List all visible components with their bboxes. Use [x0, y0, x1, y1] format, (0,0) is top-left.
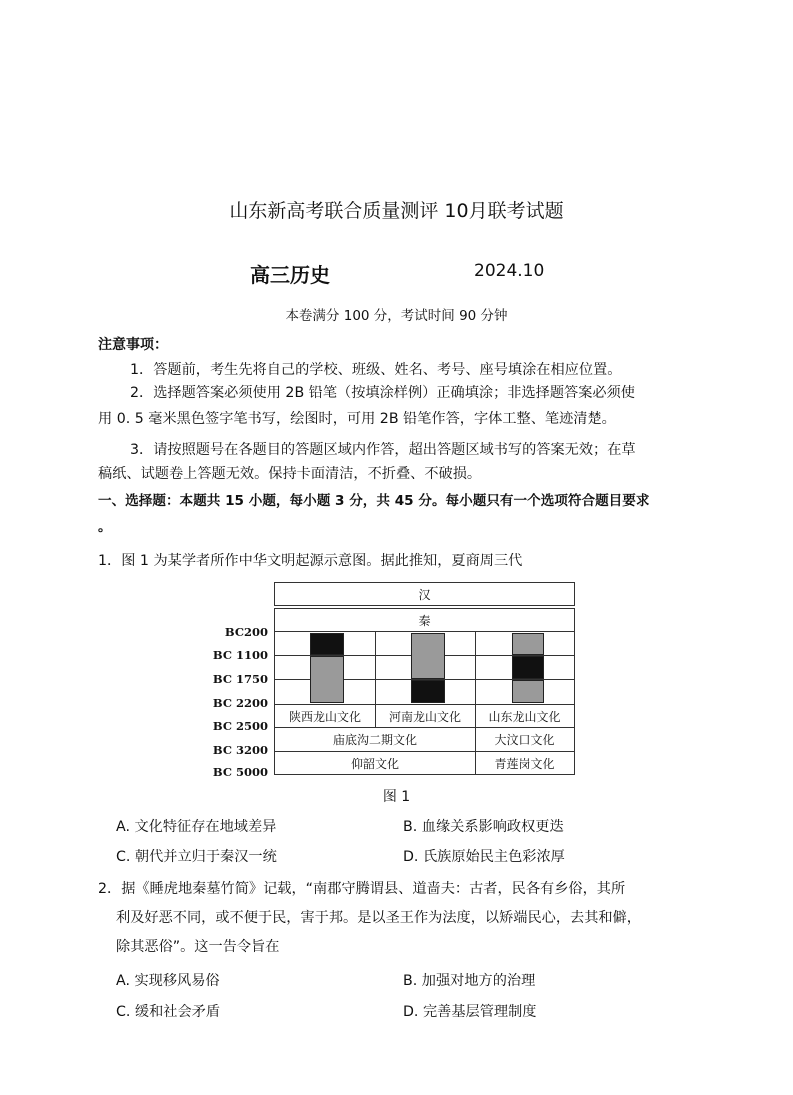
section-heading-tail: 。 — [98, 519, 112, 535]
q2-option-c[interactable]: C. 缓和社会矛盾 — [116, 1004, 221, 1020]
block-shandong-1 — [512, 633, 544, 655]
figure-1-chart — [274, 582, 575, 775]
cell-qinglian: 青莲岗文化 — [494, 756, 555, 771]
note-3-line-2: 稿纸、试题卷上答题无效。保持卡面清洁，不折叠、不破损。 — [98, 466, 482, 482]
section-heading: 一、选择题：本题共 15 小题，每小题 3 分，共 45 分。每小题只有一个选项符合题目要求 — [98, 493, 650, 509]
note-2-line-2: 用 0. 5 毫米黑色签字笔书写，绘图时，可用 2B 铅笔作答，字体工整、笔迹清楚。 — [98, 411, 616, 427]
note-2-line-1: 2．选择题答案必须使用 2B 铅笔（按填涂样例）正确填涂；非选择题答案必须使 — [130, 385, 635, 401]
note-1: 1．答题前，考生先将自己的学校、班级、姓名、考号、座号填涂在相应位置。 — [130, 362, 622, 378]
cell-henan-longshan: 河南龙山文化 — [375, 705, 476, 727]
cell-miaodigou: 庙底沟二期文化 — [275, 728, 476, 751]
y-label-bc3200: BC 3200 — [212, 743, 268, 757]
q1-option-a[interactable]: A. 文化特征存在地域差异 — [116, 819, 277, 835]
q2-option-a[interactable]: A. 实现移风易俗 — [116, 973, 220, 989]
notes-heading: 注意事项： — [98, 337, 168, 353]
question-2-line-2: 利及好恶不同，或不便于民，害于邦。是以圣王作为法度，以矫端民心，去其和僻， — [116, 910, 641, 926]
q1-option-b[interactable]: B. 血缘关系影响政权更迭 — [403, 819, 564, 835]
y-label-bc1750: BC 1750 — [212, 672, 268, 686]
q2-option-d[interactable]: D. 完善基层管理制度 — [403, 1004, 537, 1020]
cell-dawenkou: 大汶口文化 — [494, 733, 555, 747]
block-henan-1 — [411, 633, 445, 679]
y-label-bc1100: BC 1100 — [212, 648, 268, 662]
block-shandong-2 — [512, 656, 544, 679]
q1-option-d[interactable]: D. 氏族原始民主色彩浓厚 — [403, 849, 565, 865]
block-henan-2 — [411, 680, 445, 703]
question-2-line-1: 2．据《睡虎地秦墓竹简》记载，“南郡守腾谓县、道啬夫：古者，民各有乡俗，其所 — [98, 881, 626, 897]
question-1-stem: 1．图 1 为某学者所作中华文明起源示意图。据此推知，夏商周三代 — [98, 553, 523, 569]
exam-title: 山东新高考联合质量测评 10月联考试题 — [229, 200, 564, 222]
cell-shandong-longshan: 山东龙山文化 — [488, 709, 561, 724]
y-label-bc200: BC200 — [224, 625, 268, 639]
cell-yangshao: 仰韶文化 — [275, 752, 476, 774]
question-2-line-3: 除其恶俗”。这一告令旨在 — [116, 939, 280, 955]
y-label-bc5000: BC 5000 — [212, 765, 268, 779]
exam-date: 2024.10 — [474, 261, 545, 281]
q1-option-c[interactable]: C. 朝代并立归于秦汉一统 — [116, 849, 277, 865]
three-dynasties-grid — [274, 632, 575, 705]
subject-title: 高三历史 — [250, 263, 330, 287]
y-label-bc2500: BC 2500 — [212, 719, 268, 733]
y-label-bc2200: BC 2200 — [212, 696, 268, 710]
q2-option-b[interactable]: B. 加强对地方的治理 — [403, 973, 536, 989]
block-shandong-3 — [512, 680, 544, 703]
note-3-line-1: 3．请按照题号在各题目的答题区域内作答，超出答题区域书写的答案无效；在草 — [130, 442, 636, 458]
row-qin: 秦 — [418, 613, 431, 628]
cell-shaanxi-longshan: 陕西龙山文化 — [275, 705, 376, 727]
block-shaanxi-1 — [310, 633, 344, 655]
figure-1-caption: 图 1 — [382, 789, 411, 805]
row-han: 汉 — [418, 587, 431, 602]
block-shaanxi-2 — [310, 656, 344, 703]
exam-info: 本卷满分 100 分，考试时间 90 分钟 — [285, 308, 508, 324]
